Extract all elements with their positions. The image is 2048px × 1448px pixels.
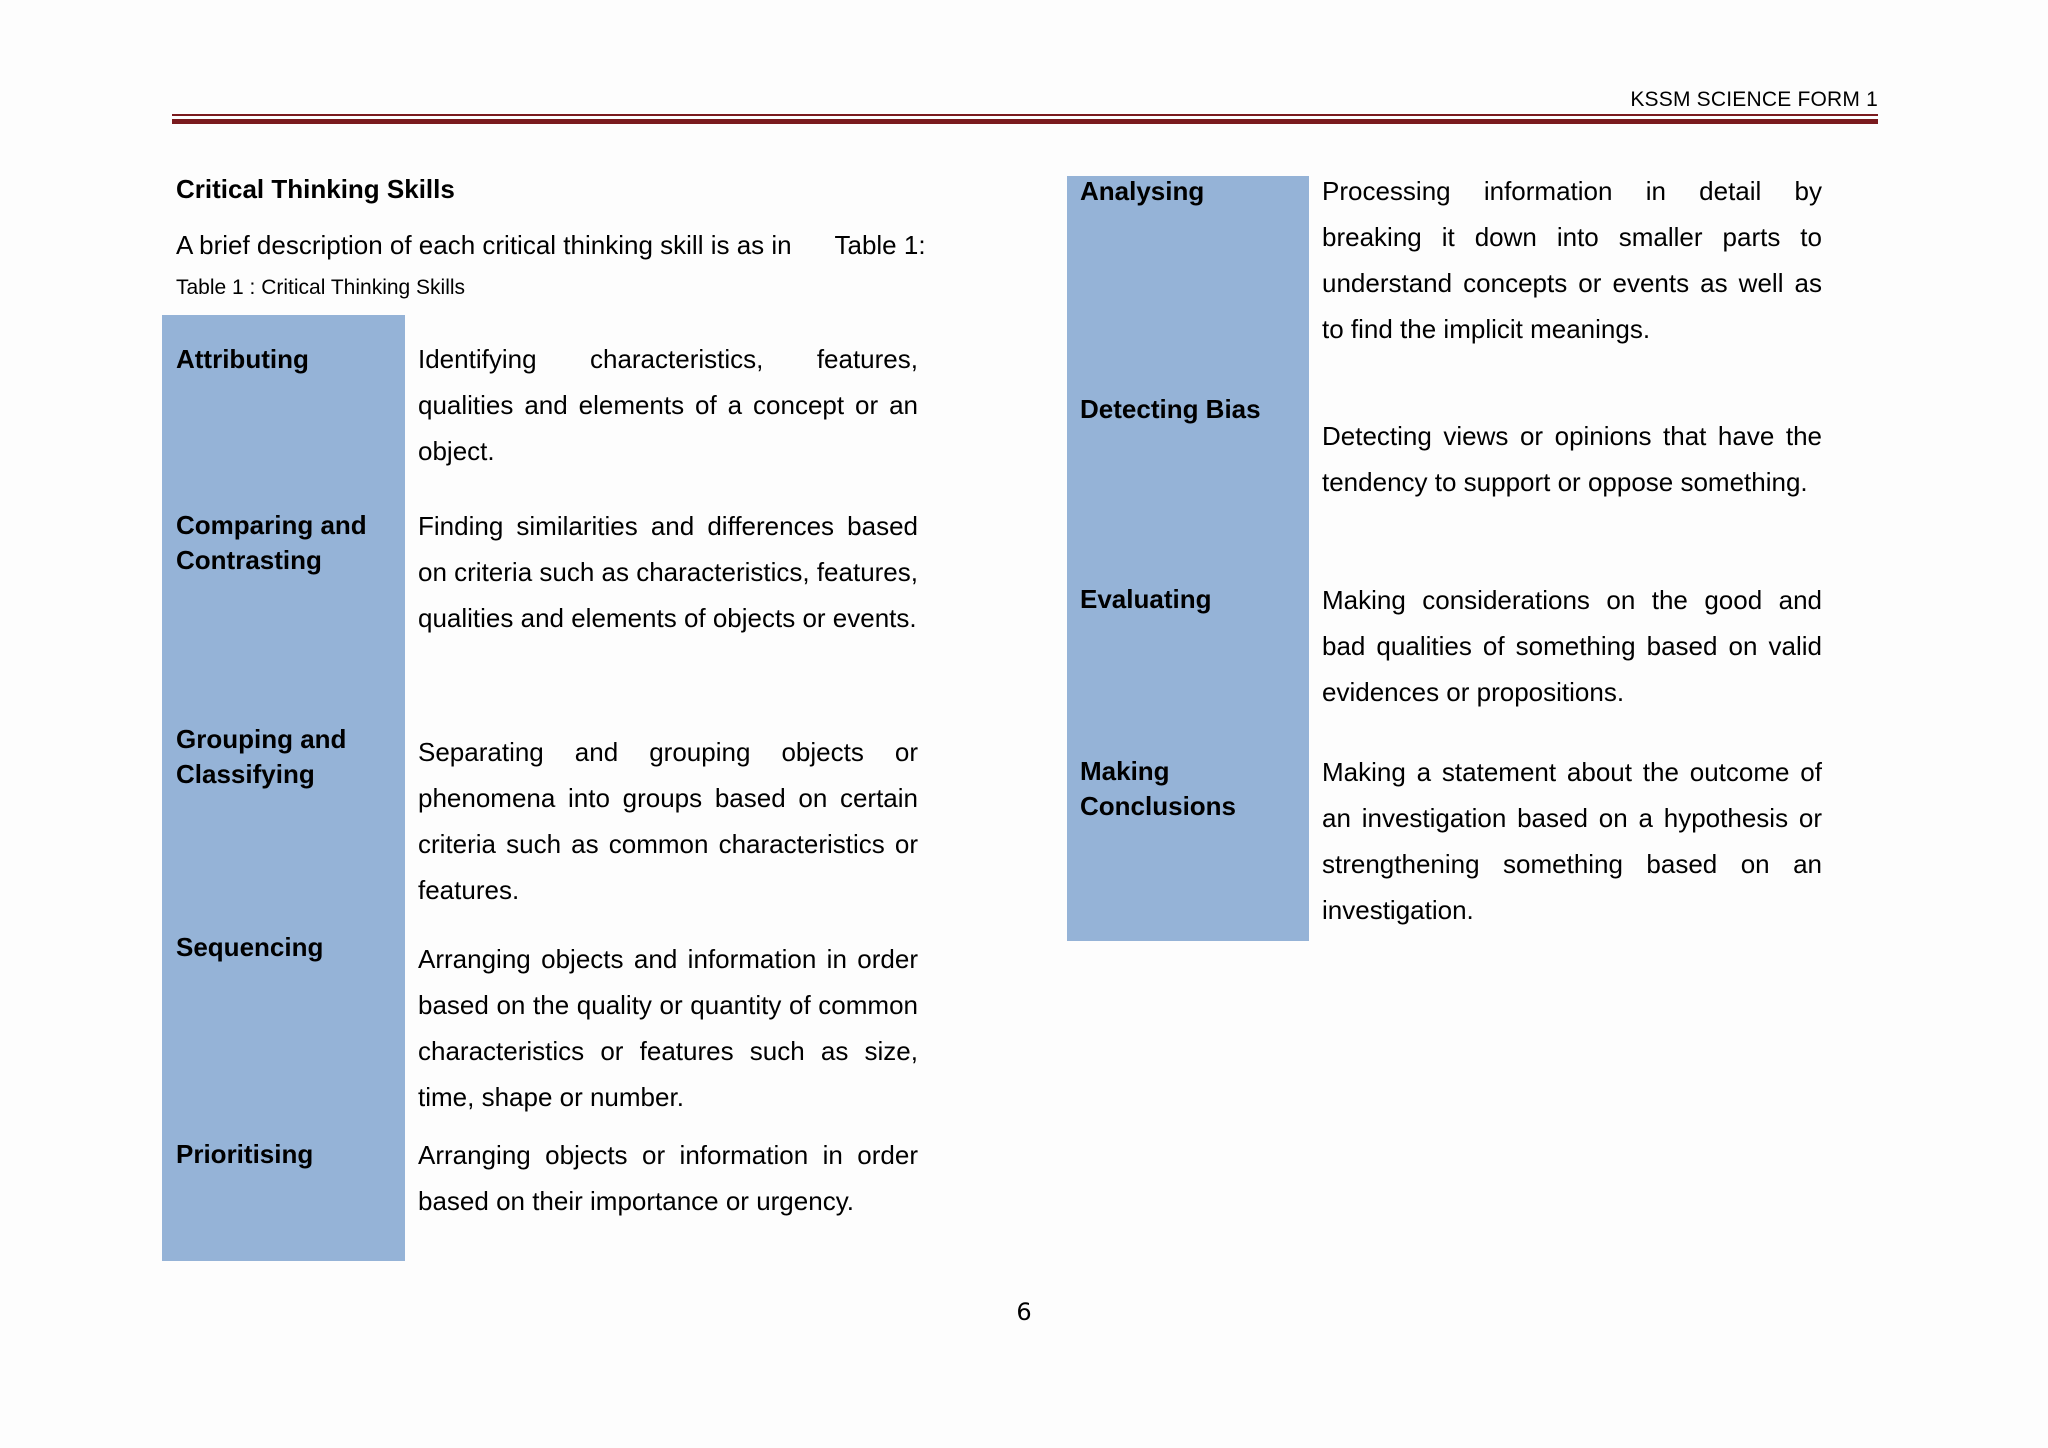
- desc-prioritising: Arranging objects or information in order based on their importance or urgency.: [418, 1140, 918, 1216]
- term-evaluating: Evaluating: [1080, 584, 1212, 614]
- desc-grouping-classifying: Separating and grouping objects or phenomena into groups based on certain criteria such as common characteristics or features.: [418, 737, 918, 905]
- section-heading: Critical Thinking Skills: [176, 174, 455, 204]
- page-number: 6: [1016, 1298, 1032, 1326]
- label-column-background: [1067, 176, 1309, 941]
- desc-attributing: Identifying characteristics, features, qualities and elements of a concept or an object.: [418, 344, 918, 466]
- desc-detecting-bias: Detecting views or opinions that have the tendency to support or oppose something.: [1322, 421, 1822, 497]
- header-rule-thin: [172, 114, 1878, 116]
- desc-analysing: Processing information in detail by breaking it down into smaller parts to understand concepts or events as well as to find the implicit meanings.: [1322, 176, 1822, 344]
- term-sequencing: Sequencing: [176, 932, 324, 962]
- table-caption: Table 1 : Critical Thinking Skills: [176, 276, 466, 299]
- desc-comparing-contrasting: Finding similarities and differences based on criteria such as characteristics, features, qualities and elements of objects or events.: [418, 511, 918, 633]
- term-prioritising: Prioritising: [176, 1139, 314, 1169]
- term-attributing: Attributing: [176, 344, 309, 374]
- intro-text: A brief description of each critical thinking skill is as in Table 1:: [176, 230, 926, 260]
- desc-evaluating: Making considerations on the good and bad qualities of something based on valid evidences or propositions.: [1322, 585, 1822, 707]
- header-title: KSSM SCIENCE FORM 1: [1630, 88, 1878, 111]
- term-detecting-bias: Detecting Bias: [1080, 394, 1261, 424]
- desc-making-conclusions: Making a statement about the outcome of an investigation based on a hypothesis or strengthening something based on an investigation.: [1322, 757, 1822, 925]
- term-comparing-contrasting: Comparing and Contrasting: [176, 510, 367, 575]
- term-making-conclusions: Making Conclusions: [1080, 756, 1237, 821]
- header-rule-thick: [172, 119, 1878, 124]
- desc-sequencing: Arranging objects and information in order based on the quality or quantity of common characteristics or features such as size, time, shape or number.: [418, 944, 918, 1112]
- term-grouping-classifying: Grouping and Classifying: [176, 724, 347, 789]
- term-analysing: Analysing: [1080, 176, 1205, 206]
